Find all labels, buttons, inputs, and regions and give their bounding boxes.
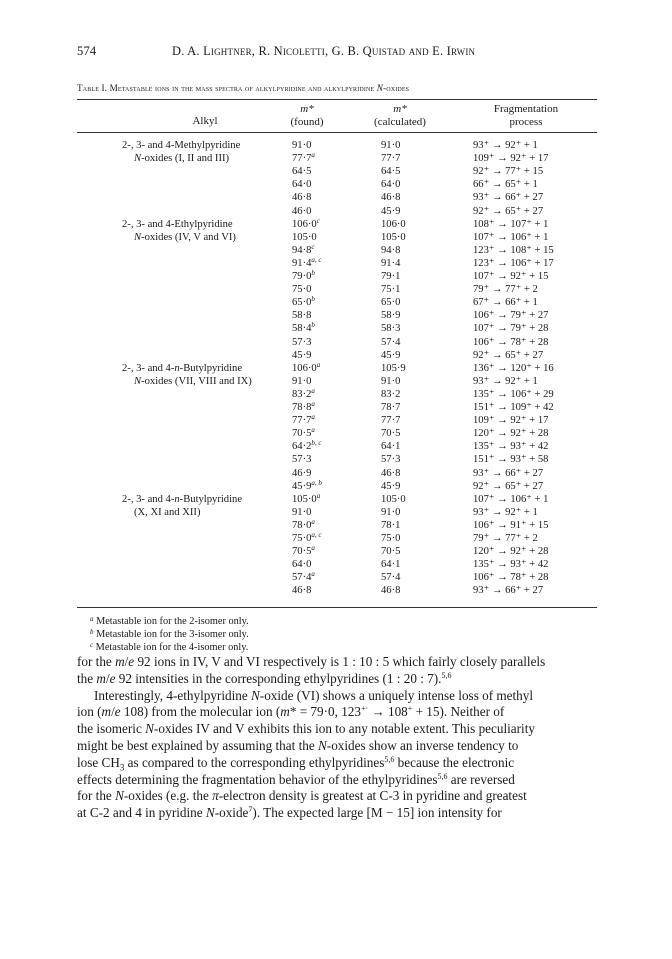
footnote-marker: a, b [311, 478, 322, 487]
footnote-marker: a [311, 413, 315, 422]
footnote-marker: a, c [311, 531, 322, 539]
footnote-marker: c [316, 216, 320, 225]
body-line: at C-2 and 4 in pyridine N-oxide$^7$). The expected large [M − 15] ion intensity for [77, 805, 502, 821]
cell-fragmentation-process: 151⁺ → 93⁺ + 58 [473, 454, 549, 466]
table-row [0, 517, 672, 532]
cell-calculated: 78·1 [381, 519, 401, 531]
cell-found: 91·0 [292, 506, 312, 518]
cell-calculated: 105·0 [381, 493, 406, 505]
footnote-marker: b, c [311, 439, 322, 448]
footnote-marker: b [311, 295, 315, 304]
footnote-marker: a, c [311, 255, 322, 264]
table-row [0, 441, 672, 453]
cell-alkyl: N-oxides (VII, VIII and IX) [134, 375, 252, 387]
cell-calculated: 57·3 [381, 454, 401, 466]
column-header-fragmentation-line2: process [509, 116, 543, 128]
running-header-authors: D. A. Lightner, R. Nicoletti, G. B. Quistad and E. Irwin [172, 44, 476, 58]
cell-fragmentation-process: 67⁺ → 66⁺ + 1 [473, 297, 538, 309]
cell-calculated: 75·0 [381, 533, 401, 544]
cell-found: $75\cdot 0^{a, c}$ [292, 531, 322, 544]
cell-calculated: 79·1 [381, 271, 401, 282]
cell-calculated: 105·0 [381, 231, 406, 243]
footnote [90, 641, 248, 653]
table-row [0, 386, 672, 401]
cell-found: $70\cdot 5^a$ [292, 426, 315, 440]
table-row [0, 585, 672, 597]
cell-found: $83\cdot 2^a$ [292, 386, 315, 400]
table-row [0, 546, 672, 558]
cell-fragmentation-process: 108⁺ → 107⁺ + 1 [473, 218, 549, 230]
cell-fragmentation-process: 66⁺ → 65⁺ + 1 [473, 179, 538, 191]
table-row [0, 402, 672, 414]
cell-calculated: 105·9 [381, 362, 406, 374]
body-line: might be best explained by assuming that the N-oxides show an inverse tendency to [77, 737, 519, 753]
table-row [0, 153, 672, 165]
table-row [0, 350, 672, 362]
cell-fragmentation-process: 135⁺ → 93⁺ + 42 [473, 441, 549, 453]
cell-fragmentation-process: 120⁺ → 92⁺ + 28 [473, 546, 549, 558]
footnote-marker: a [311, 570, 315, 579]
cell-calculated: 70·5 [381, 428, 401, 440]
cell-calculated: 57·4 [381, 572, 401, 584]
cell-fragmentation-process: 120⁺ → 92⁺ + 28 [473, 428, 549, 440]
table-row [0, 507, 672, 519]
column-header-alkyl-label: Alkyl [192, 115, 218, 127]
cell-fragmentation-process: 106⁺ → 78⁺ + 28 [473, 572, 549, 584]
footnote-mark: b [90, 627, 94, 636]
cell-fragmentation-process: 92⁺ → 65⁺ + 27 [473, 205, 544, 217]
cell-found: $94\cdot 8^c$ [292, 242, 315, 256]
cell-fragmentation-process: 109⁺ → 92⁺ + 17 [473, 153, 549, 165]
cell-fragmentation-process: 136⁺ → 120⁺ + 16 [473, 362, 554, 374]
cell-fragmentation-process: 92⁺ → 77⁺ + 15 [473, 166, 544, 178]
cell-calculated: 46·8 [381, 192, 401, 204]
cell-fragmentation-process: 107⁺ → 106⁺ + 1 [473, 493, 549, 505]
cell-calculated: 106·0 [381, 218, 406, 230]
cell-found: 46·9 [292, 467, 312, 479]
column-header-calculated-symbol: m* [393, 103, 407, 115]
cell-found: $57\cdot 4^a$ [292, 570, 315, 584]
footnote-marker: c [311, 242, 315, 251]
cell-fragmentation-process: 79⁺ → 77⁺ + 2 [473, 284, 538, 296]
cell-calculated: 64·5 [381, 166, 401, 178]
table-row [0, 491, 672, 506]
cell-found: 105·0 [292, 231, 317, 243]
table-row [0, 310, 672, 322]
body-line: the isomeric N-oxides IV and V exhibits this ion to any notable extent. This peculiarity [77, 721, 535, 737]
cell-fragmentation-process: 107⁺ → 79⁺ + 28 [473, 323, 549, 335]
cell-calculated: 94·8 [381, 244, 401, 256]
cell-calculated: 58·9 [381, 310, 401, 322]
cell-fragmentation-process: 79⁺ → 77⁺ + 2 [473, 533, 538, 544]
cell-fragmentation-process: 106⁺ → 91⁺ + 15 [473, 519, 549, 531]
cell-found: 57·3 [292, 454, 312, 466]
table-row [0, 271, 672, 283]
body-line: Interestingly, 4-ethylpyridine N-oxide (VI) shows a uniquely intense loss of methyl [94, 687, 534, 703]
footnote-marker: b [311, 269, 315, 277]
cell-fragmentation-process: 93⁺ → 92⁺ + 1 [473, 140, 538, 151]
body-line: the m/e 92 intensities in the corresponding ethylpyridines (1 : 20 : 7).$^{5,6}$ [77, 670, 452, 686]
table-row [0, 140, 672, 152]
cell-found: 64·0 [292, 179, 312, 191]
cell-found: $78\cdot 0^a$ [292, 517, 315, 531]
cell-fragmentation-process: 107⁺ → 92⁺ + 15 [473, 271, 549, 282]
table-row [0, 192, 672, 204]
cell-alkyl: (X, XI and XII) [134, 506, 201, 518]
table-caption-suffix: -oxides [383, 83, 410, 93]
footnote-marker: a [311, 400, 315, 408]
cell-calculated: 46·8 [381, 467, 401, 479]
body-paragraph [77, 654, 597, 822]
cell-found: $77\cdot 7^a$ [292, 413, 315, 427]
column-header-calculated-label: (calculated) [374, 116, 426, 128]
column-header-fragmentation-line1: Fragmentation [493, 103, 559, 115]
table-row [0, 428, 672, 440]
cell-fragmentation-process: 107⁺ → 106⁺ + 1 [473, 231, 549, 243]
cell-calculated: 77·7 [381, 415, 401, 427]
cell-fragmentation-process: 135⁺ → 106⁺ + 29 [473, 388, 554, 400]
cell-found: 46·0 [292, 205, 312, 217]
cell-fragmentation-process: 93⁺ → 66⁺ + 27 [473, 467, 544, 479]
table-row [0, 478, 672, 493]
table-row [0, 242, 672, 257]
column-header-fragmentation [466, 103, 586, 129]
footnote-text: Metastable ion for the 2-isomer only. [93, 616, 249, 627]
cell-alkyl: 2-, 3- and 4-n-Butylpyridine [122, 362, 243, 374]
footnote-marker: a [311, 151, 315, 160]
page-number: 574 [77, 44, 97, 58]
footnote [90, 615, 249, 627]
cell-found: 91·0 [292, 140, 312, 151]
column-header-found-symbol: m* [300, 103, 314, 115]
table-row [0, 559, 672, 571]
cell-calculated: 70·5 [381, 546, 401, 558]
body-line: ion (m/e 108) from the molecular ion (m* = 79·0, 123+· → 108+ + 15). Neither of [77, 704, 505, 720]
table-bottom-rule [77, 607, 597, 608]
cell-fragmentation-process: 92⁺ → 65⁺ + 27 [473, 480, 544, 492]
cell-found: 91·0 [292, 375, 312, 387]
cell-found: 75·0 [292, 284, 312, 296]
table-row [0, 454, 672, 466]
body-line: for the m/e 92 ions in IV, V and VI respectively is 1 : 10 : 5 which fairly closely parallels [77, 654, 546, 669]
table-row [0, 323, 672, 335]
cell-calculated: 91·0 [381, 140, 401, 151]
cell-alkyl: N-oxides (I, II and III) [134, 153, 230, 165]
cell-calculated: 64·0 [381, 179, 401, 191]
cell-fragmentation-process: 93⁺ → 66⁺ + 27 [473, 585, 544, 597]
cell-calculated: 75·1 [381, 284, 401, 296]
cell-calculated: 58·3 [381, 323, 401, 335]
cell-calculated: 46·8 [381, 585, 401, 597]
table-caption [77, 83, 597, 93]
cell-found: $105\cdot 0^a$ [292, 491, 321, 505]
cell-found: $106\cdot 0^a$ [292, 360, 321, 374]
table-row [0, 284, 672, 296]
footnote-text: Metastable ion for the 4-isomer only. [93, 641, 249, 653]
cell-fragmentation-process: 135⁺ → 93⁺ + 42 [473, 559, 549, 571]
cell-fragmentation-process: 93⁺ → 66⁺ + 27 [473, 192, 544, 204]
cell-fragmentation-process: 106⁺ → 78⁺ + 28 [473, 336, 549, 348]
cell-calculated: 91·0 [381, 506, 401, 518]
table-row [0, 179, 672, 191]
cell-calculated: 78·7 [381, 402, 401, 413]
table-row [0, 376, 672, 388]
cell-calculated: 57·4 [381, 336, 401, 348]
footnote-marker: a [311, 517, 315, 526]
cell-found: 57·3 [292, 336, 312, 348]
cell-fragmentation-process: 109⁺ → 92⁺ + 17 [473, 415, 549, 427]
footnote-marker: a [316, 491, 321, 500]
cell-fragmentation-process: 92⁺ → 65⁺ + 27 [473, 349, 544, 361]
column-header-found [262, 103, 352, 129]
cell-calculated: 45·9 [381, 349, 401, 361]
cell-found: $77\cdot 7^a$ [292, 151, 315, 165]
footnote-mark: a [90, 615, 94, 623]
cell-fragmentation-process: 123⁺ → 108⁺ + 15 [473, 244, 554, 256]
footnote-mark: c [90, 640, 94, 649]
cell-fragmentation-process: 106⁺ → 79⁺ + 27 [473, 310, 549, 322]
table-row [0, 255, 672, 270]
footnote-marker: a [311, 426, 315, 435]
column-header-calculated [350, 103, 450, 129]
cell-calculated: 64·1 [381, 441, 401, 453]
cell-calculated: 91·0 [381, 375, 401, 387]
cell-found: 64·0 [292, 559, 312, 571]
cell-found: $65\cdot 0^b$ [292, 295, 315, 309]
cell-found: $79\cdot 0^b$ [292, 269, 315, 282]
cell-calculated: 64·1 [381, 559, 401, 571]
table-top-rule [77, 99, 597, 100]
cell-found: 46·8 [292, 192, 312, 204]
cell-found: $91\cdot 4^{a, c}$ [292, 255, 322, 269]
cell-found: $64\cdot 2^{b, c}$ [292, 439, 322, 453]
cell-alkyl: N-oxides (IV, V and VI) [134, 231, 236, 243]
table-row [0, 415, 672, 427]
cell-found: 45·9 [292, 349, 312, 361]
cell-found: $106\cdot 0^c$ [292, 216, 320, 230]
table-row [0, 216, 672, 231]
cell-calculated: 65·0 [381, 297, 401, 309]
cell-calculated: 83·2 [381, 388, 401, 400]
cell-found: $45\cdot 9^{a, b}$ [292, 478, 322, 492]
cell-found: 46·8 [292, 585, 312, 597]
cell-found: 58·8 [292, 310, 312, 322]
column-header-found-label: (found) [290, 116, 324, 128]
body-line: effects determining the fragmentation behavior of the ethylpyridines$^{5,6}$ are reversed [77, 771, 515, 787]
column-header-alkyl [160, 115, 250, 128]
cell-alkyl: 2-, 3- and 4-Ethylpyridine [122, 218, 233, 230]
cell-calculated: 77·7 [381, 153, 401, 165]
cell-found: 64·5 [292, 166, 312, 178]
cell-alkyl: 2-, 3- and 4-Methylpyridine [122, 140, 241, 151]
cell-calculated: 45·9 [381, 480, 401, 492]
cell-calculated: 45·9 [381, 205, 401, 217]
footnote [90, 628, 249, 640]
cell-fragmentation-process: 93⁺ → 92⁺ + 1 [473, 506, 538, 518]
body-line: lose $CH_3$ as compared to the corresponding ethylpyridines$^{5,6}$ because the electronic [77, 754, 515, 773]
table-caption-italic: N [376, 83, 384, 93]
cell-calculated: 91·4 [381, 257, 401, 269]
body-line: for the N-oxides (e.g. the π-electron density is greatest at C-3 in pyridine and greatest [77, 788, 527, 804]
table-caption-prefix: Table I. Metastable ions in the mass spectra of alkylpyridine and alkylpyridine [77, 83, 377, 93]
table-header-rule [77, 132, 597, 133]
cell-fragmentation-process: 123⁺ → 106⁺ + 17 [473, 257, 554, 269]
cell-found: $70\cdot 5^a$ [292, 544, 315, 558]
table-row [0, 166, 672, 178]
footnote-marker: b [311, 321, 315, 330]
table-row [0, 572, 672, 584]
cell-alkyl: 2-, 3- and 4-n-Butylpyridine [122, 493, 243, 505]
footnote-text: Metastable ion for the 3-isomer only. [93, 628, 249, 640]
table-row [0, 297, 672, 309]
table-row [0, 337, 672, 349]
footnote-marker: a [316, 360, 321, 369]
table-row [0, 468, 672, 480]
table-row [0, 360, 672, 375]
cell-found: $78\cdot 8^a$ [292, 400, 315, 413]
cell-found: $58\cdot 4^b$ [292, 321, 315, 335]
cell-fragmentation-process: 151⁺ → 109⁺ + 42 [473, 402, 554, 413]
table-row [0, 232, 672, 244]
cell-fragmentation-process: 93⁺ → 92⁺ + 1 [473, 375, 538, 387]
footnote-marker: a [311, 544, 315, 553]
footnote-marker: a [311, 386, 315, 395]
table-row [0, 533, 672, 545]
table-row [0, 206, 672, 218]
